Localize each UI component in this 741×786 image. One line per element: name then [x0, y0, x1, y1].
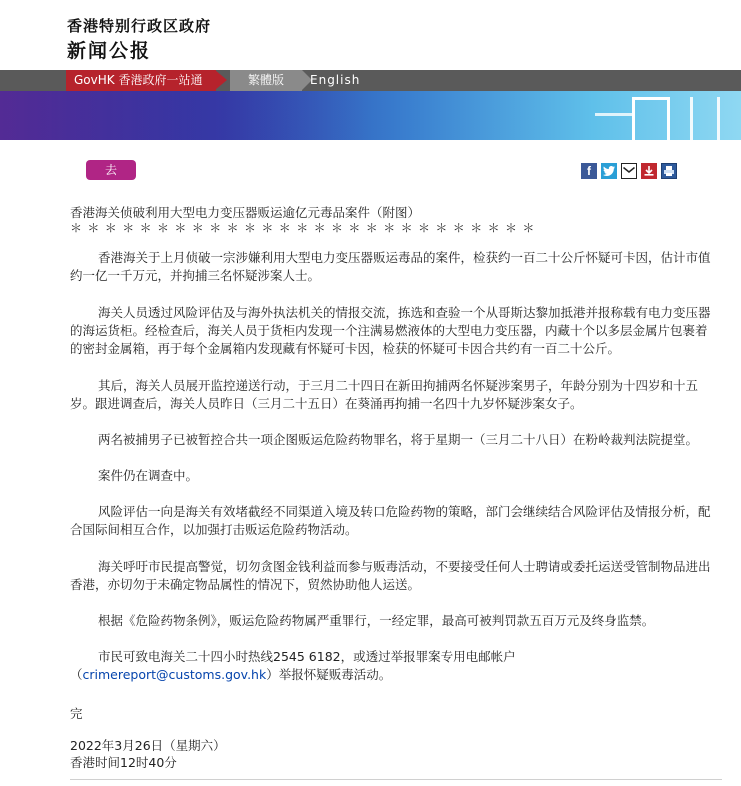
paragraph-text: ）举报怀疑贩毒活动。 [266, 667, 392, 682]
twitter-icon[interactable] [601, 163, 617, 179]
facebook-icon[interactable]: f [581, 163, 597, 179]
article-paragraph [70, 431, 718, 449]
banner-frame [690, 97, 720, 140]
paragraph-text: 海关人员透过风险评估及与海外执法机关的情报交流，拣选和查验一个从哥斯达黎加抵港并报称载有电力变压器的海运货柜。经检查后，海关人员于货柜内发现一个注满易燃液体的大型电力变压器，内藏十个以多层金属片包裹着的密封金属箱，再于每个金属箱内发现藏有怀疑可卡因，检获的怀疑可卡因合共约有一百二十公斤。 [70, 305, 711, 356]
paragraph-text: 风险评估一向是海关有效堵截经不同渠道入境及转口危险药物的策略，部门会继续结合风险评估及情报分析，配合国际间相互合作，以加强打击贩运危险药物活动。 [70, 504, 711, 537]
email-link[interactable]: crimereport@customs.gov.hk [82, 667, 267, 682]
page-title: 新闻公报 [67, 40, 152, 62]
separator-stars: ＊＊＊＊＊＊＊＊＊＊＊＊＊＊＊＊＊＊＊＊＊＊＊＊＊＊＊ [70, 221, 540, 235]
email-icon[interactable] [621, 163, 637, 179]
publish-datetime [70, 737, 226, 771]
publish-time: 香港时间12时40分 [70, 755, 177, 770]
publish-date: 2022年3月26日（星期六） [70, 738, 226, 753]
print-icon[interactable] [661, 163, 677, 179]
org-name: 香港特别行政区政府 [67, 17, 212, 35]
paragraph-text: 其后，海关人员展开监控递送行动，于三月二十四日在新田拘捕两名怀疑涉案男子，年龄分别为十四岁和十五岁。跟进调查后，海关人员昨日（三月二十五日）在葵涌再拘捕一名四十九岁怀疑涉案女子。 [70, 378, 699, 411]
top-nav-bar [0, 70, 741, 91]
article-paragraph [70, 648, 718, 684]
go-button[interactable]: 去 [86, 160, 136, 180]
header-banner [0, 91, 741, 140]
govhk-link[interactable]: GovHK 香港政府一站通 [66, 70, 216, 91]
article-paragraph [70, 377, 718, 413]
traditional-chinese-link[interactable]: 繁體版 [230, 70, 302, 91]
banner-stripe [595, 113, 635, 116]
paragraph-text: 两名被捕男子已被暂控合共一项企图贩运危险药物罪名，将于星期一（三月二十八日）在粉岭裁判法院提堂。 [98, 432, 699, 447]
article-paragraph [70, 249, 718, 285]
share-toolbar [581, 163, 677, 179]
paragraph-text: 市民可致电海关二十四小时热线2545 6182，或透过举报罪案专用电邮帐户（ [70, 649, 516, 682]
article-headline: 香港海关侦破利用大型电力变压器贩运逾亿元毒品案件（附图） [70, 205, 421, 220]
article-paragraph [70, 503, 718, 539]
article-paragraph [70, 467, 718, 485]
article-paragraph [70, 304, 718, 358]
paragraph-text: 香港海关于上月侦破一宗涉嫌利用大型电力变压器贩运毒品的案件，检获约一百二十公斤怀疑可卡因，估计市值约一亿一千万元，并拘捕三名怀疑涉案人士。 [70, 250, 711, 283]
banner-frame [632, 97, 670, 140]
english-link[interactable]: English [310, 73, 361, 87]
paragraph-text: 根据《危险药物条例》，贩运危险药物属严重罪行，一经定罪，最高可被判罚款五百万元及终身监禁。 [98, 613, 655, 628]
paragraph-text: 海关呼吁市民提高警觉，切勿贪图金钱利益而参与贩毒活动，不要接受任何人士聘请或委托运送受管制物品进出香港，亦切勿于未确定物品属性的情况下，贸然协助他人运送。 [70, 559, 711, 592]
footer-divider [70, 779, 722, 780]
nav-arrow [215, 70, 227, 90]
download-icon[interactable] [641, 163, 657, 179]
article-paragraph [70, 558, 718, 594]
article-paragraph [70, 612, 718, 630]
header [0, 0, 741, 68]
paragraph-text: 案件仍在调查中。 [98, 468, 199, 483]
end-marker: 完 [70, 706, 83, 721]
